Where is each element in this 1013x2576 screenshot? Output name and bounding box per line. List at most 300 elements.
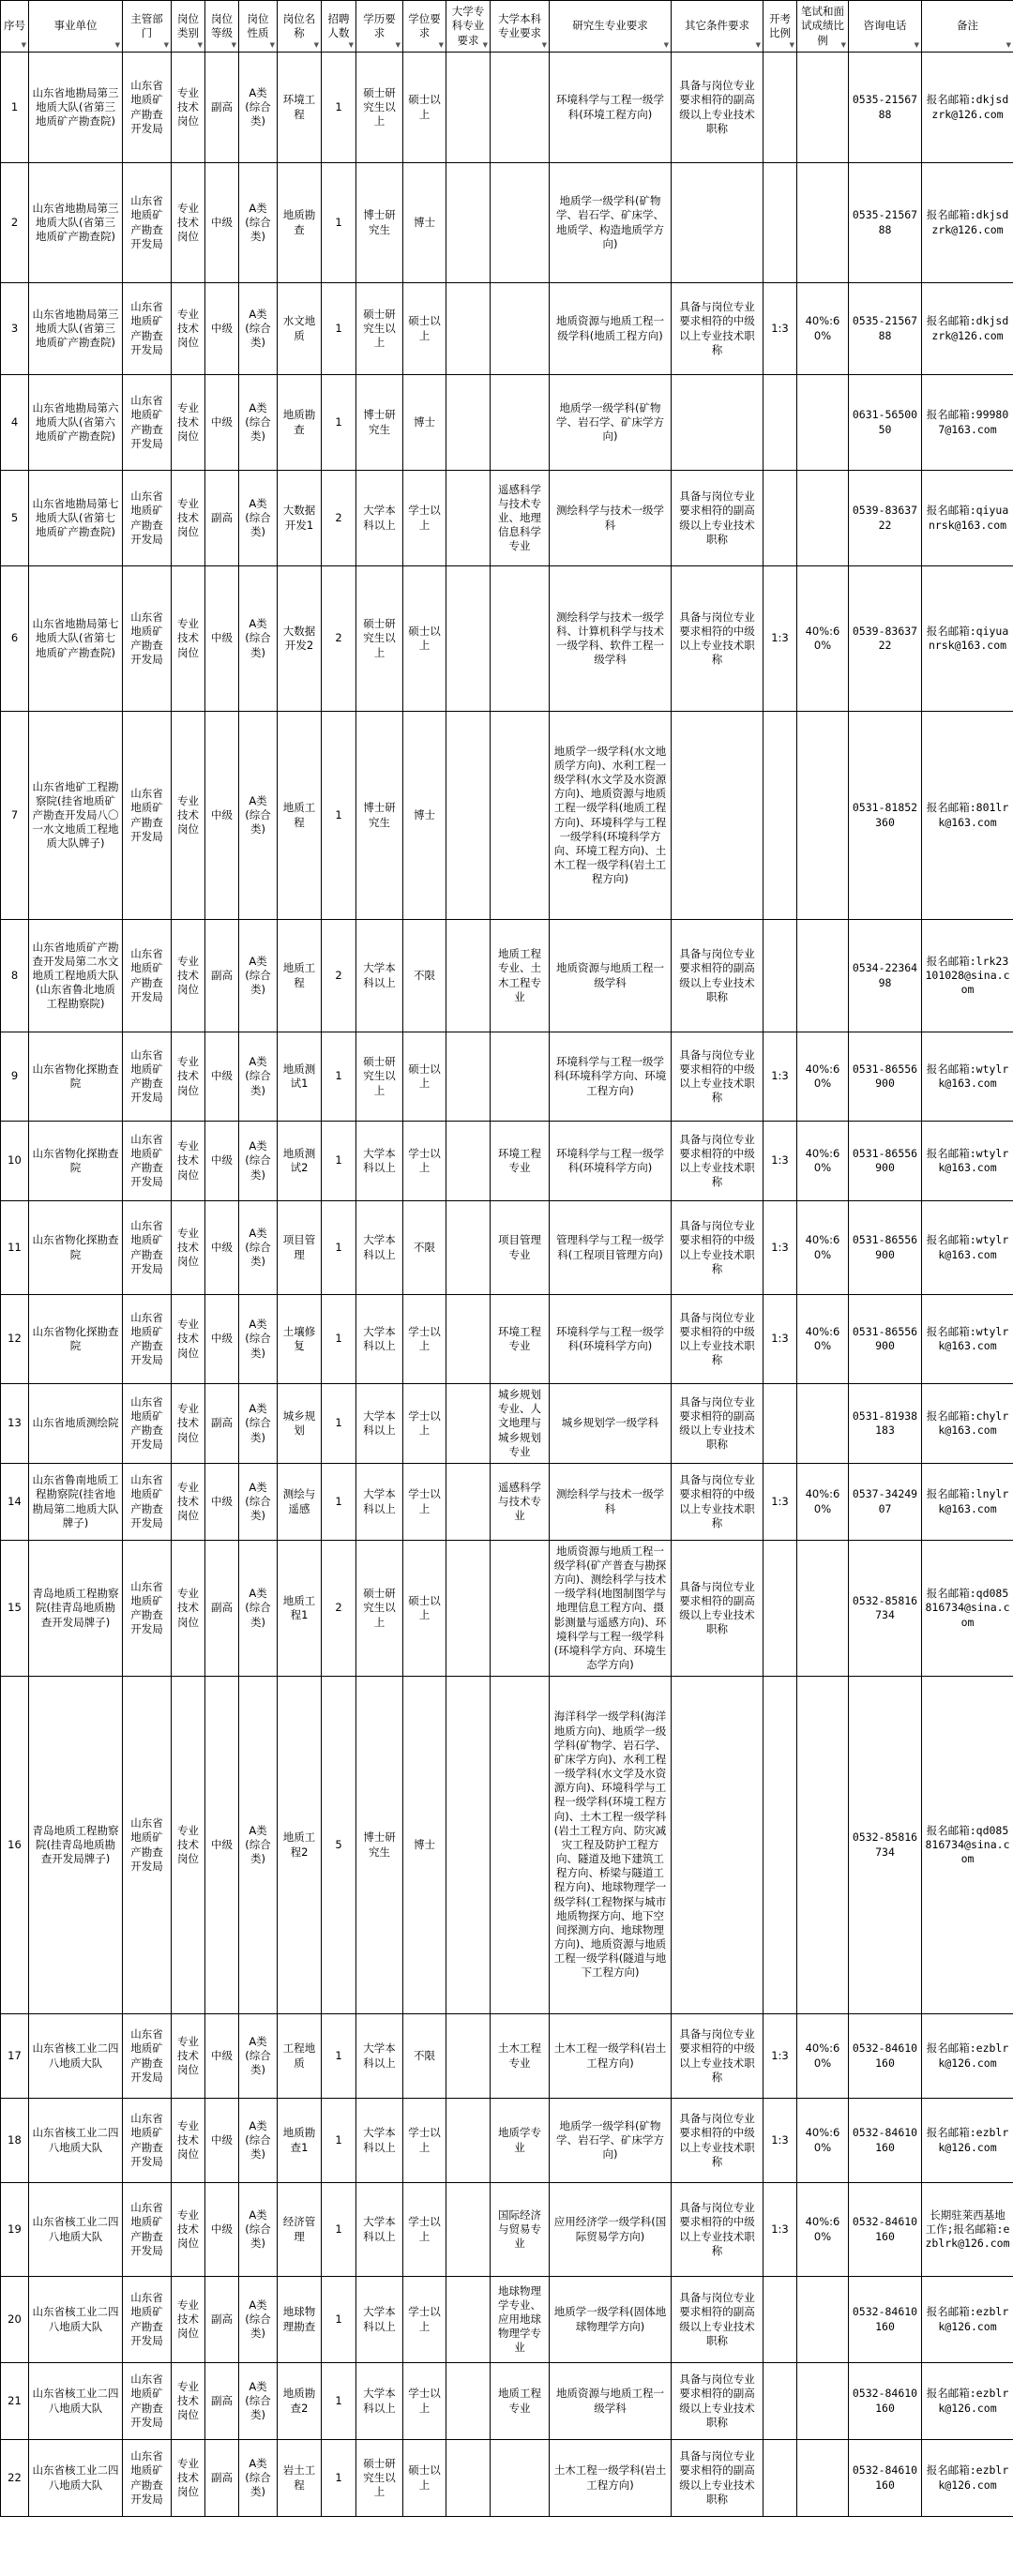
cell-remark: 长期驻莱西基地工作;报名邮箱:ezblrk@126.com xyxy=(922,2183,1013,2277)
cell-category: 专业技术岗位 xyxy=(172,1201,205,1295)
header-label: 岗位名称 xyxy=(282,11,316,39)
cell-seq: 7 xyxy=(1,712,29,920)
cell-graduate-major: 地质学一级学科(矿物学、岩石学、矿床学方向) xyxy=(550,375,672,471)
cell-graduate-major: 地质学一级学科(固体地球物理学方向) xyxy=(550,2277,672,2363)
cell-degree: 学士以上 xyxy=(403,2277,446,2363)
header-ratio[interactable] xyxy=(764,1,797,53)
cell-position: 项目管理 xyxy=(278,1201,322,1295)
cell-count: 1 xyxy=(322,2277,356,2363)
cell-category: 专业技术岗位 xyxy=(172,2183,205,2277)
filter-dropdown-icon[interactable]: ▼ xyxy=(348,40,354,49)
cell-score-ratio: 40%:60% xyxy=(797,1122,849,1201)
cell-other-req: 具备与岗位专业要求相符的副高级以上专业技术职称 xyxy=(672,1384,764,1464)
cell-nature: A类(综合类) xyxy=(239,2014,278,2099)
cell-category: 专业技术岗位 xyxy=(172,1384,205,1464)
cell-remark: 报名邮箱:wtylrk@163.com xyxy=(922,1295,1013,1384)
cell-score-ratio xyxy=(797,375,849,471)
cell-remark: 报名邮箱:ezblrk@126.com xyxy=(922,2099,1013,2183)
cell-remark: 报名邮箱:801lrk@163.com xyxy=(922,712,1013,920)
cell-education: 硕士研究生以上 xyxy=(356,566,403,712)
cell-ratio xyxy=(764,2363,797,2440)
cell-college-major xyxy=(446,1541,491,1677)
cell-count: 2 xyxy=(322,566,356,712)
filter-dropdown-icon[interactable]: ▼ xyxy=(840,40,846,49)
cell-seq: 4 xyxy=(1,375,29,471)
cell-other-req: 具备与岗位专业要求相符的副高级以上专业技术职称 xyxy=(672,471,764,566)
cell-other-req: 具备与岗位专业要求相符的副高级以上专业技术职称 xyxy=(672,2440,764,2517)
cell-degree: 博士 xyxy=(403,163,446,283)
cell-unit: 山东省地勘局第七地质大队(省第七地质矿产勘查院) xyxy=(29,471,123,566)
header-label: 咨询电话 xyxy=(863,19,907,33)
cell-ratio xyxy=(764,163,797,283)
cell-phone: 0532-84610160 xyxy=(849,2099,922,2183)
header-label: 招聘人数 xyxy=(327,11,350,39)
cell-remark: 报名邮箱:dkjsdzrk@126.com xyxy=(922,163,1013,283)
cell-dept: 山东省地质矿产勘查开发局 xyxy=(123,1201,172,1295)
cell-dept: 山东省地质矿产勘查开发局 xyxy=(123,1032,172,1122)
table-row xyxy=(1,1201,1013,1295)
table-row xyxy=(1,53,1013,163)
header-label: 序号 xyxy=(4,19,25,33)
cell-dept: 山东省地质矿产勘查开发局 xyxy=(123,2277,172,2363)
cell-count: 1 xyxy=(322,712,356,920)
filter-dropdown-icon[interactable]: ▼ xyxy=(197,40,203,49)
header-education[interactable] xyxy=(356,1,403,53)
cell-unit: 山东省地质矿产勘查开发局第二水文地质工程地质大队(山东省鲁北地质工程勘察院) xyxy=(29,920,123,1032)
cell-position: 地质勘查1 xyxy=(278,2099,322,2183)
cell-graduate-major: 地质资源与地质工程一级学科 xyxy=(550,920,672,1032)
header-label: 岗位等级 xyxy=(211,11,233,39)
cell-score-ratio: 40%:60% xyxy=(797,1295,849,1384)
header-dept[interactable] xyxy=(123,1,172,53)
cell-nature: A类(综合类) xyxy=(239,2277,278,2363)
cell-phone: 0537-3424907 xyxy=(849,1464,922,1541)
cell-nature: A类(综合类) xyxy=(239,1122,278,1201)
cell-ratio xyxy=(764,1384,797,1464)
cell-score-ratio xyxy=(797,920,849,1032)
cell-seq: 21 xyxy=(1,2363,29,2440)
cell-dept: 山东省地质矿产勘查开发局 xyxy=(123,1384,172,1464)
header-seq[interactable] xyxy=(1,1,29,53)
filter-dropdown-icon[interactable]: ▼ xyxy=(395,40,401,49)
table-row xyxy=(1,1464,1013,1541)
cell-position: 大数据开发1 xyxy=(278,471,322,566)
cell-count: 1 xyxy=(322,283,356,375)
cell-college-major xyxy=(446,1201,491,1295)
cell-count: 5 xyxy=(322,1677,356,2014)
cell-level: 副高 xyxy=(205,2440,239,2517)
cell-ratio xyxy=(764,53,797,163)
cell-dept: 山东省地质矿产勘查开发局 xyxy=(123,1464,172,1541)
cell-dept: 山东省地质矿产勘查开发局 xyxy=(123,2363,172,2440)
cell-phone: 0532-84610160 xyxy=(849,2183,922,2277)
cell-bachelor-major: 环境工程专业 xyxy=(491,1122,550,1201)
header-label: 笔试和面试成绩比例 xyxy=(801,5,844,47)
cell-position: 地质勘查 xyxy=(278,163,322,283)
cell-degree: 学士以上 xyxy=(403,2099,446,2183)
cell-count: 1 xyxy=(322,375,356,471)
header-category[interactable] xyxy=(172,1,205,53)
cell-dept: 山东省地质矿产勘查开发局 xyxy=(123,471,172,566)
cell-graduate-major: 土木工程一级学科(岩土工程方向) xyxy=(550,2014,672,2099)
table-row xyxy=(1,712,1013,920)
cell-dept: 山东省地质矿产勘查开发局 xyxy=(123,375,172,471)
cell-count: 1 xyxy=(322,2099,356,2183)
cell-level: 中级 xyxy=(205,1295,239,1384)
cell-score-ratio xyxy=(797,163,849,283)
header-label: 岗位类别 xyxy=(177,11,199,39)
cell-education: 博士研究生 xyxy=(356,163,403,283)
cell-bachelor-major xyxy=(491,566,550,712)
cell-position: 城乡规划 xyxy=(278,1384,322,1464)
cell-count: 1 xyxy=(322,53,356,163)
cell-other-req: 具备与岗位专业要求相符的中级以上专业技术职称 xyxy=(672,2099,764,2183)
cell-degree: 不限 xyxy=(403,1201,446,1295)
cell-count: 1 xyxy=(322,2440,356,2517)
cell-seq: 15 xyxy=(1,1541,29,1677)
cell-education: 大学本科以上 xyxy=(356,1384,403,1464)
header-label: 大学本科专业要求 xyxy=(498,11,541,39)
cell-count: 1 xyxy=(322,1201,356,1295)
cell-other-req: 具备与岗位专业要求相符的副高级以上专业技术职称 xyxy=(672,1541,764,1677)
cell-other-req: 具备与岗位专业要求相符的中级以上专业技术职称 xyxy=(672,2183,764,2277)
cell-degree: 硕士以上 xyxy=(403,283,446,375)
filter-dropdown-icon[interactable]: ▼ xyxy=(663,40,669,49)
cell-count: 2 xyxy=(322,1541,356,1677)
cell-count: 1 xyxy=(322,2183,356,2277)
header-label: 主管部门 xyxy=(130,11,163,39)
cell-score-ratio xyxy=(797,2440,849,2517)
cell-position: 地质勘查 xyxy=(278,375,322,471)
cell-remark: 报名邮箱:wtylrk@163.com xyxy=(922,1122,1013,1201)
cell-graduate-major: 地质资源与地质工程一级学科 xyxy=(550,2363,672,2440)
cell-nature: A类(综合类) xyxy=(239,1384,278,1464)
header-score-ratio[interactable] xyxy=(797,1,849,53)
cell-other-req: 具备与岗位专业要求相符的副高级以上专业技术职称 xyxy=(672,53,764,163)
cell-dept: 山东省地质矿产勘查开发局 xyxy=(123,53,172,163)
filter-dropdown-icon[interactable]: ▼ xyxy=(313,40,319,49)
cell-seq: 11 xyxy=(1,1201,29,1295)
header-unit[interactable] xyxy=(29,1,123,53)
cell-ratio: 1:3 xyxy=(764,1032,797,1122)
cell-level: 中级 xyxy=(205,1122,239,1201)
filter-dropdown-icon[interactable]: ▼ xyxy=(914,40,919,49)
cell-phone: 0539-8363722 xyxy=(849,471,922,566)
header-label: 学历要求 xyxy=(363,11,396,39)
cell-level: 中级 xyxy=(205,1677,239,2014)
cell-education: 博士研究生 xyxy=(356,1677,403,2014)
cell-education: 硕士研究生以上 xyxy=(356,1032,403,1122)
cell-graduate-major: 环境科学与工程一级学科(环境科学方向) xyxy=(550,1295,672,1384)
cell-college-major xyxy=(446,2099,491,2183)
cell-degree: 硕士以上 xyxy=(403,1032,446,1122)
cell-ratio: 1:3 xyxy=(764,1201,797,1295)
filter-dropdown-icon[interactable]: ▼ xyxy=(755,40,761,49)
header-remark[interactable] xyxy=(922,1,1013,53)
table-row xyxy=(1,471,1013,566)
cell-dept: 山东省地质矿产勘查开发局 xyxy=(123,566,172,712)
cell-phone: 0534-2236498 xyxy=(849,920,922,1032)
cell-score-ratio: 40%:60% xyxy=(797,1201,849,1295)
cell-dept: 山东省地质矿产勘查开发局 xyxy=(123,1677,172,2014)
cell-count: 1 xyxy=(322,2363,356,2440)
cell-graduate-major: 地质资源与地质工程一级学科(矿产普查与勘探方向)、测绘科学与技术一级学科(地图制图学与地理信息工程方向、摄影测量与遥感方向)、环境科学与工程一级学科(环境科学方向、环境生态学方向) xyxy=(550,1541,672,1677)
cell-degree: 硕士以上 xyxy=(403,2440,446,2517)
cell-seq: 3 xyxy=(1,283,29,375)
table-row xyxy=(1,2014,1013,2099)
cell-unit: 山东省核工业二四八地质大队 xyxy=(29,2440,123,2517)
header-position[interactable] xyxy=(278,1,322,53)
cell-phone: 0531-86556900 xyxy=(849,1295,922,1384)
filter-dropdown-icon[interactable]: ▼ xyxy=(438,40,444,49)
cell-phone: 0531-86556900 xyxy=(849,1122,922,1201)
header-graduate-major[interactable] xyxy=(550,1,672,53)
cell-unit: 山东省核工业二四八地质大队 xyxy=(29,2277,123,2363)
cell-unit: 山东省核工业二四八地质大队 xyxy=(29,2183,123,2277)
cell-dept: 山东省地质矿产勘查开发局 xyxy=(123,1122,172,1201)
cell-position: 环境工程 xyxy=(278,53,322,163)
cell-dept: 山东省地质矿产勘查开发局 xyxy=(123,2440,172,2517)
filter-dropdown-icon[interactable]: ▼ xyxy=(21,40,26,49)
cell-bachelor-major: 遥感科学与技术专业、地理信息科学专业 xyxy=(491,471,550,566)
cell-position: 地球物理勘查 xyxy=(278,2277,322,2363)
cell-category: 专业技术岗位 xyxy=(172,1032,205,1122)
cell-unit: 山东省地矿工程勘察院(挂省地质矿产勘查开发局八〇一水文地质工程地质大队牌子) xyxy=(29,712,123,920)
cell-phone: 0532-84610160 xyxy=(849,2014,922,2099)
cell-count: 1 xyxy=(322,2014,356,2099)
cell-degree: 学士以上 xyxy=(403,1122,446,1201)
cell-unit: 山东省物化探勘查院 xyxy=(29,1032,123,1122)
table-row xyxy=(1,283,1013,375)
cell-education: 大学本科以上 xyxy=(356,1464,403,1541)
cell-seq: 17 xyxy=(1,2014,29,2099)
cell-phone: 0531-86556900 xyxy=(849,1201,922,1295)
cell-unit: 山东省地勘局第三地质大队(省第三地质矿产勘查院) xyxy=(29,163,123,283)
filter-dropdown-icon[interactable]: ▼ xyxy=(114,40,120,49)
cell-bachelor-major xyxy=(491,375,550,471)
cell-education: 硕士研究生以上 xyxy=(356,1541,403,1677)
table-row xyxy=(1,566,1013,712)
cell-level: 副高 xyxy=(205,1541,239,1677)
cell-college-major xyxy=(446,2363,491,2440)
header-level[interactable] xyxy=(205,1,239,53)
header-label: 开考比例 xyxy=(769,11,791,39)
cell-bachelor-major xyxy=(491,712,550,920)
cell-phone: 0531-81938183 xyxy=(849,1384,922,1464)
cell-college-major xyxy=(446,1384,491,1464)
cell-ratio xyxy=(764,1677,797,2014)
cell-level: 中级 xyxy=(205,2183,239,2277)
cell-education: 硕士研究生以上 xyxy=(356,53,403,163)
cell-nature: A类(综合类) xyxy=(239,1201,278,1295)
cell-score-ratio: 40%:60% xyxy=(797,2014,849,2099)
cell-remark: 报名邮箱:qd085816734@sina.com xyxy=(922,1677,1013,2014)
cell-college-major xyxy=(446,283,491,375)
cell-degree: 不限 xyxy=(403,2014,446,2099)
cell-education: 大学本科以上 xyxy=(356,2363,403,2440)
cell-remark: 报名邮箱:ezblrk@126.com xyxy=(922,2440,1013,2517)
cell-score-ratio xyxy=(797,1541,849,1677)
cell-position: 地质勘查2 xyxy=(278,2363,322,2440)
cell-bachelor-major: 地质学专业 xyxy=(491,2099,550,2183)
cell-graduate-major: 土木工程一级学科(岩土工程方向) xyxy=(550,2440,672,2517)
cell-remark: 报名邮箱:999807@163.com xyxy=(922,375,1013,471)
cell-category: 专业技术岗位 xyxy=(172,1541,205,1677)
cell-college-major xyxy=(446,920,491,1032)
cell-degree: 不限 xyxy=(403,920,446,1032)
cell-remark: 报名邮箱:ezblrk@126.com xyxy=(922,2014,1013,2099)
table-row xyxy=(1,163,1013,283)
cell-count: 1 xyxy=(322,1032,356,1122)
cell-education: 大学本科以上 xyxy=(356,2183,403,2277)
cell-ratio: 1:3 xyxy=(764,566,797,712)
cell-degree: 学士以上 xyxy=(403,2183,446,2277)
filter-dropdown-icon[interactable]: ▼ xyxy=(231,40,236,49)
header-college-major[interactable] xyxy=(446,1,491,53)
cell-category: 专业技术岗位 xyxy=(172,712,205,920)
cell-degree: 硕士以上 xyxy=(403,566,446,712)
cell-ratio xyxy=(764,2440,797,2517)
cell-level: 中级 xyxy=(205,375,239,471)
cell-seq: 13 xyxy=(1,1384,29,1464)
cell-phone: 0532-85816734 xyxy=(849,1541,922,1677)
table-row xyxy=(1,375,1013,471)
cell-position: 地质工程 xyxy=(278,712,322,920)
header-degree[interactable] xyxy=(403,1,446,53)
cell-bachelor-major xyxy=(491,1032,550,1122)
header-other-req[interactable] xyxy=(672,1,764,53)
table-body xyxy=(1,53,1013,2517)
cell-category: 专业技术岗位 xyxy=(172,2440,205,2517)
cell-phone: 0535-2156788 xyxy=(849,283,922,375)
cell-unit: 山东省物化探勘查院 xyxy=(29,1295,123,1384)
cell-degree: 博士 xyxy=(403,1677,446,2014)
cell-graduate-major: 地质学一级学科(水文地质学方向)、水利工程一级学科(水文学及水资源方向)、地质资源与地质工程一级学科(地质工程方向)、环境科学与工程一级学科(环境科学方向、环境工程方向)、土木工程一级学科(岩土工程方向) xyxy=(550,712,672,920)
filter-dropdown-icon[interactable]: ▼ xyxy=(789,40,794,49)
cell-position: 岩土工程 xyxy=(278,2440,322,2517)
cell-dept: 山东省地质矿产勘查开发局 xyxy=(123,712,172,920)
cell-other-req: 具备与岗位专业要求相符的副高级以上专业技术职称 xyxy=(672,2363,764,2440)
filter-dropdown-icon[interactable]: ▼ xyxy=(541,40,547,49)
cell-ratio xyxy=(764,1541,797,1677)
cell-college-major xyxy=(446,2014,491,2099)
header-nature[interactable] xyxy=(239,1,278,53)
cell-other-req: 具备与岗位专业要求相符的中级以上专业技术职称 xyxy=(672,283,764,375)
cell-education: 大学本科以上 xyxy=(356,1122,403,1201)
cell-unit: 山东省核工业二四八地质大队 xyxy=(29,2099,123,2183)
header-label: 岗位性质 xyxy=(247,11,269,39)
cell-phone: 0631-5650050 xyxy=(849,375,922,471)
cell-level: 中级 xyxy=(205,2014,239,2099)
cell-degree: 硕士以上 xyxy=(403,53,446,163)
cell-level: 中级 xyxy=(205,163,239,283)
cell-ratio xyxy=(764,920,797,1032)
cell-phone: 0532-84610160 xyxy=(849,2363,922,2440)
cell-seq: 5 xyxy=(1,471,29,566)
cell-remark: 报名邮箱:qiyuanrsk@163.com xyxy=(922,471,1013,566)
cell-phone: 0535-2156788 xyxy=(849,53,922,163)
cell-phone: 0532-85816734 xyxy=(849,1677,922,2014)
cell-ratio: 1:3 xyxy=(764,1122,797,1201)
cell-college-major xyxy=(446,2440,491,2517)
cell-college-major xyxy=(446,1677,491,2014)
header-phone[interactable] xyxy=(849,1,922,53)
cell-unit: 山东省地勘局第六地质大队(省第六地质矿产勘查院) xyxy=(29,375,123,471)
cell-graduate-major: 测绘科学与技术一级学科 xyxy=(550,471,672,566)
table-row xyxy=(1,2277,1013,2363)
cell-remark: 报名邮箱:dkjsdzrk@126.com xyxy=(922,283,1013,375)
table-row xyxy=(1,2440,1013,2517)
cell-education: 博士研究生 xyxy=(356,375,403,471)
cell-level: 中级 xyxy=(205,566,239,712)
header-bachelor-major[interactable] xyxy=(491,1,550,53)
cell-graduate-major: 海洋科学一级学科(海洋地质方向)、地质学一级学科(矿物学、岩石学、矿床学方向)、水利工程一级学科(水文学及水资源方向)、环境科学与工程一级学科(环境工程方向)、土木工程一级学科(岩土工程方向、防灾减灾工程及防护工程方向、隧道及地下建筑工程方向、桥梁与隧道工程方向)、地球物理学一级学科(工程物探与城市地质物探方向、地下空间探测方向、地球物理方向)、地质资源与地质工程一级学科(隧道与地下工程方向) xyxy=(550,1677,672,2014)
cell-category: 专业技术岗位 xyxy=(172,375,205,471)
cell-seq: 10 xyxy=(1,1122,29,1201)
cell-college-major xyxy=(446,53,491,163)
cell-seq: 22 xyxy=(1,2440,29,2517)
filter-dropdown-icon[interactable]: ▼ xyxy=(163,40,169,49)
cell-ratio: 1:3 xyxy=(764,283,797,375)
cell-graduate-major: 管理科学与工程一级学科(工程项目管理方向) xyxy=(550,1201,672,1295)
cell-nature: A类(综合类) xyxy=(239,1295,278,1384)
cell-other-req: 具备与岗位专业要求相符的中级以上专业技术职称 xyxy=(672,1122,764,1201)
cell-nature: A类(综合类) xyxy=(239,2183,278,2277)
cell-unit: 山东省鲁南地质工程勘察院(挂省地勘局第二地质大队牌子) xyxy=(29,1464,123,1541)
table-row xyxy=(1,1541,1013,1677)
cell-education: 大学本科以上 xyxy=(356,2277,403,2363)
header-label: 学位要求 xyxy=(408,11,441,39)
cell-education: 硕士研究生以上 xyxy=(356,2440,403,2517)
cell-nature: A类(综合类) xyxy=(239,566,278,712)
cell-remark: 报名邮箱:wtylrk@163.com xyxy=(922,1201,1013,1295)
cell-dept: 山东省地质矿产勘查开发局 xyxy=(123,1295,172,1384)
filter-dropdown-icon[interactable]: ▼ xyxy=(269,40,275,49)
cell-college-major xyxy=(446,2183,491,2277)
cell-count: 1 xyxy=(322,1295,356,1384)
cell-category: 专业技术岗位 xyxy=(172,1295,205,1384)
cell-graduate-major: 城乡规划学一级学科 xyxy=(550,1384,672,1464)
cell-college-major xyxy=(446,712,491,920)
cell-count: 1 xyxy=(322,1384,356,1464)
cell-score-ratio: 40%:60% xyxy=(797,2099,849,2183)
filter-dropdown-icon[interactable]: ▼ xyxy=(482,40,488,49)
cell-graduate-major: 环境科学与工程一级学科(环境科学方向) xyxy=(550,1122,672,1201)
cell-level: 副高 xyxy=(205,471,239,566)
filter-dropdown-icon[interactable]: ▼ xyxy=(1005,40,1011,49)
cell-score-ratio: 40%:60% xyxy=(797,566,849,712)
cell-seq: 1 xyxy=(1,53,29,163)
header-count[interactable] xyxy=(322,1,356,53)
cell-phone: 0531-86556900 xyxy=(849,1032,922,1122)
cell-ratio xyxy=(764,375,797,471)
cell-ratio: 1:3 xyxy=(764,2183,797,2277)
cell-dept: 山东省地质矿产勘查开发局 xyxy=(123,2014,172,2099)
cell-level: 中级 xyxy=(205,1201,239,1295)
cell-position: 地质测试1 xyxy=(278,1032,322,1122)
cell-level: 中级 xyxy=(205,2099,239,2183)
cell-other-req: 具备与岗位专业要求相符的中级以上专业技术职称 xyxy=(672,1464,764,1541)
cell-college-major xyxy=(446,1122,491,1201)
cell-position: 大数据开发2 xyxy=(278,566,322,712)
cell-count: 1 xyxy=(322,1464,356,1541)
cell-score-ratio xyxy=(797,53,849,163)
cell-nature: A类(综合类) xyxy=(239,712,278,920)
cell-unit: 山东省地勘局第三地质大队(省第三地质矿产勘查院) xyxy=(29,53,123,163)
cell-position: 土壤修复 xyxy=(278,1295,322,1384)
table-row xyxy=(1,2183,1013,2277)
cell-degree: 学士以上 xyxy=(403,471,446,566)
